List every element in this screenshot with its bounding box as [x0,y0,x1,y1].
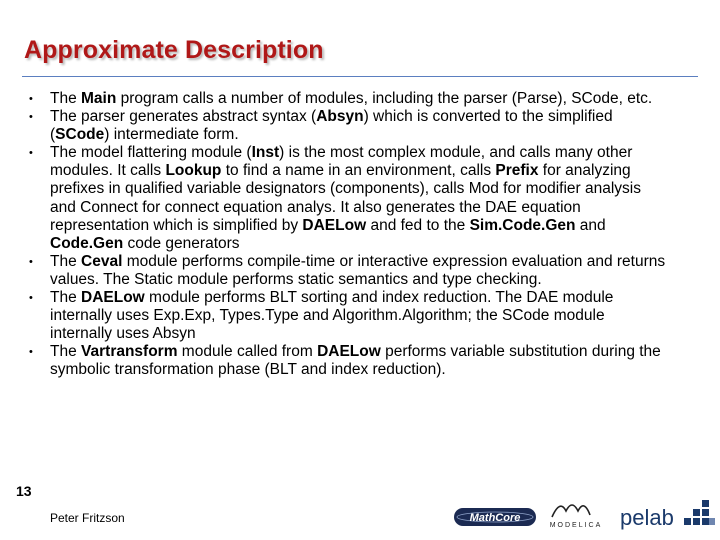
modelica-logo-mark [552,505,590,517]
bullet-text: ) intermediate form. [104,126,239,144]
bold-term: Code.Gen [50,234,124,252]
pelab-logo-text: pelab [620,505,674,530]
bullet-item [0,289,670,343]
bullet-text: module performs compile-time or interactive expression evaluation and returns values. The Static module performs static semantics and type checking. [50,252,666,288]
bullet-dot: • [29,292,33,305]
mathcore-logo-text: MathCore [469,512,521,524]
bullet-dot: • [29,147,33,160]
page-number: 13 [16,483,32,499]
bullet-text: The parser generates abstract syntax ( [50,108,317,126]
bold-term: Inst [251,144,280,162]
bullet-text: ) is the most complex module, and calls many other modules. It calls [50,144,633,180]
bullet-item [0,108,670,144]
bullet-text: and fed to the [366,216,470,234]
bullet-text: code generators [123,234,240,252]
bullet-dot: • [29,255,33,268]
bullet-item [0,253,670,289]
bullet-text: The [50,252,82,270]
bold-term: Vartransform [81,343,178,361]
bold-term: DAELow [317,343,381,361]
bullet-text: ) which is converted to the simplified ( [50,108,613,144]
mathcore-logo [452,506,538,528]
bullet-text: for analyzing prefixes in qualified variable designators (components), calls Mod for modifier analysis and Connect for connect equation analys. It also generates the DAE equation representation which is simplified by [50,162,641,234]
bullet-text: to find a name in an environment, calls [221,162,496,180]
bold-term: Prefix [495,162,539,180]
bullet-text: program calls a number of modules, including the parser (Parse), SCode, etc. [116,90,653,107]
bold-term: SCode [55,126,105,144]
bullet-dot: • [29,93,33,105]
modelica-logo [542,497,610,529]
bullet-list [0,90,720,380]
bullet-text: The [50,289,82,307]
bullet-text: module called from [177,343,318,361]
bullet-text: module performs BLT sorting and index reduction. The DAE module internally uses Exp.Exp, Types.Type and Algorithm.Algorithm; the SCode module internally uses Absyn [50,289,614,343]
title-underline [22,76,698,77]
bullet-text: The model flattering module ( [50,144,252,162]
bold-term: Absyn [316,108,364,126]
bold-term: Main [81,90,117,107]
modelica-logo-text: MODELICA [549,522,603,529]
bullet-text: The [50,90,82,107]
pelab-logo [620,500,716,530]
bullet-item [0,90,670,108]
bold-term: Sim.Code.Gen [469,216,576,234]
bullet-text: performs variable substitution during the symbolic transformation phase (BLT and index reduction). [50,343,661,379]
bullet-item [0,343,670,379]
bullet-item [0,144,670,253]
bullet-dot: • [29,346,33,359]
bold-term: DAELow [302,216,367,234]
pelab-logo-squares [684,500,715,525]
bullet-text: and [575,216,606,234]
bold-term: Ceval [81,252,123,270]
author-name: Peter Fritzson [50,511,125,525]
bullet-dot: • [29,111,33,124]
bold-term: DAELow [81,289,145,307]
bold-term: Lookup [165,162,222,180]
bullet-text: The [50,343,82,361]
slide-title: Approximate Description [24,36,324,64]
